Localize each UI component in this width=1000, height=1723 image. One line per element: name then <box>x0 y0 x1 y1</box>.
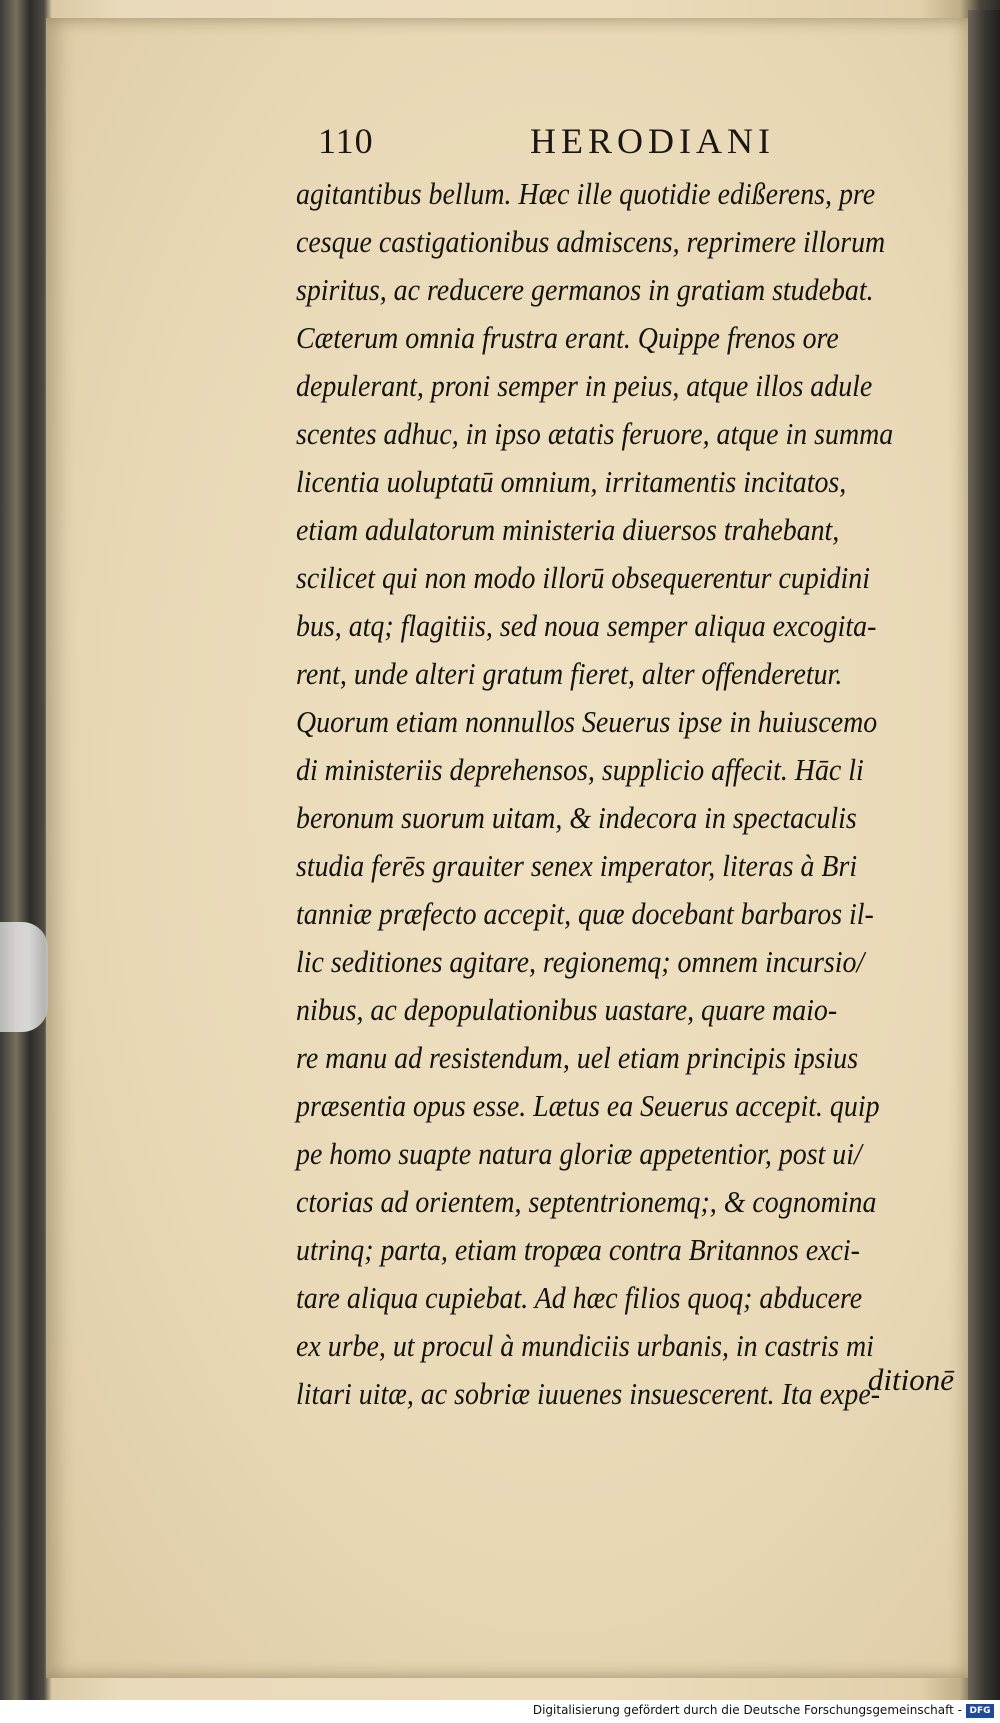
text-line: Quorum etiam nonnullos Seuerus ipse in huiuscemo <box>296 704 878 739</box>
text-line: re manu ad resistendum, uel etiam principis ipsius <box>296 1040 859 1075</box>
funding-credit: Digitalisierung gefördert durch die Deutsche Forschungsgemeinschaft - <box>532 1703 962 1717</box>
text-line: tare aliqua cupiebat. Ad hæc filios quoq; abducere <box>296 1280 863 1315</box>
text-line: ctorias ad orientem, septentrionemq;, & cognomina <box>296 1184 877 1219</box>
text-line: scentes adhuc, in ipso ætatis feruore, atque in summa <box>296 416 894 451</box>
text-line: pe homo suapte natura gloriæ appetentior, post ui/ <box>296 1136 862 1171</box>
text-line: litari uitæ, ac sobriæ iuuenes insuescerent. Ita expe- <box>296 1376 881 1411</box>
text-line: beronum suorum uitam, & indecora in spectaculis <box>296 800 857 835</box>
page-clip <box>0 922 48 1032</box>
text-line: præsentia opus esse. Lætus ea Seuerus accepit. quip <box>296 1088 880 1123</box>
text-line: spiritus, ac reducere germanos in gratiam studebat. <box>296 272 874 307</box>
text-line: depulerant, proni semper in peius, atque illos adule <box>296 368 873 403</box>
text-line: rent, unde alteri gratum fieret, alter offenderetur. <box>296 656 843 691</box>
catchword: ditionē <box>867 1362 954 1397</box>
text-block <box>296 170 956 1418</box>
digitization-footer <box>0 1700 1000 1723</box>
text-line: Cæterum omnia frustra erant. Quippe frenos ore <box>296 320 839 355</box>
text-line: scilicet qui non modo illorū obsequerentur cupidini <box>296 560 870 595</box>
text-line: utrinq; parta, etiam tropæa contra Britannos exci- <box>296 1232 860 1267</box>
text-line: etiam adulatorum ministeria diuersos trahebant, <box>296 512 840 547</box>
running-title: HERODIANI <box>530 121 775 161</box>
text-line: studia ferēs grauiter senex imperator, literas à Bri <box>296 848 858 883</box>
text-line: lic seditiones agitare, regionemq; omnem incursio/ <box>296 944 865 979</box>
text-line: tanniæ præfecto accepit, quæ docebant barbaros il- <box>296 896 874 931</box>
text-line: cesque castigationibus admiscens, reprimere illorum <box>296 224 886 259</box>
page-number: 110 <box>318 121 374 161</box>
text-line: agitantibus bellum. Hæc ille quotidie edißerens, pre <box>296 176 876 211</box>
text-line: licentia uoluptatū omnium, irritamentis incitatos, <box>296 464 847 499</box>
text-line: di ministeriis deprehensos, supplicio affecit. Hāc li <box>296 752 864 787</box>
dfg-logo: DFG <box>966 1704 994 1718</box>
running-head <box>318 116 878 164</box>
text-line: nibus, ac depopulationibus uastare, quare maio- <box>296 992 838 1027</box>
text-line: bus, atq; flagitiis, sed noua semper aliqua excogita- <box>296 608 877 643</box>
book-edge <box>968 10 1000 1700</box>
text-line: ex urbe, ut procul à mundiciis urbanis, in castris mi <box>296 1328 874 1363</box>
